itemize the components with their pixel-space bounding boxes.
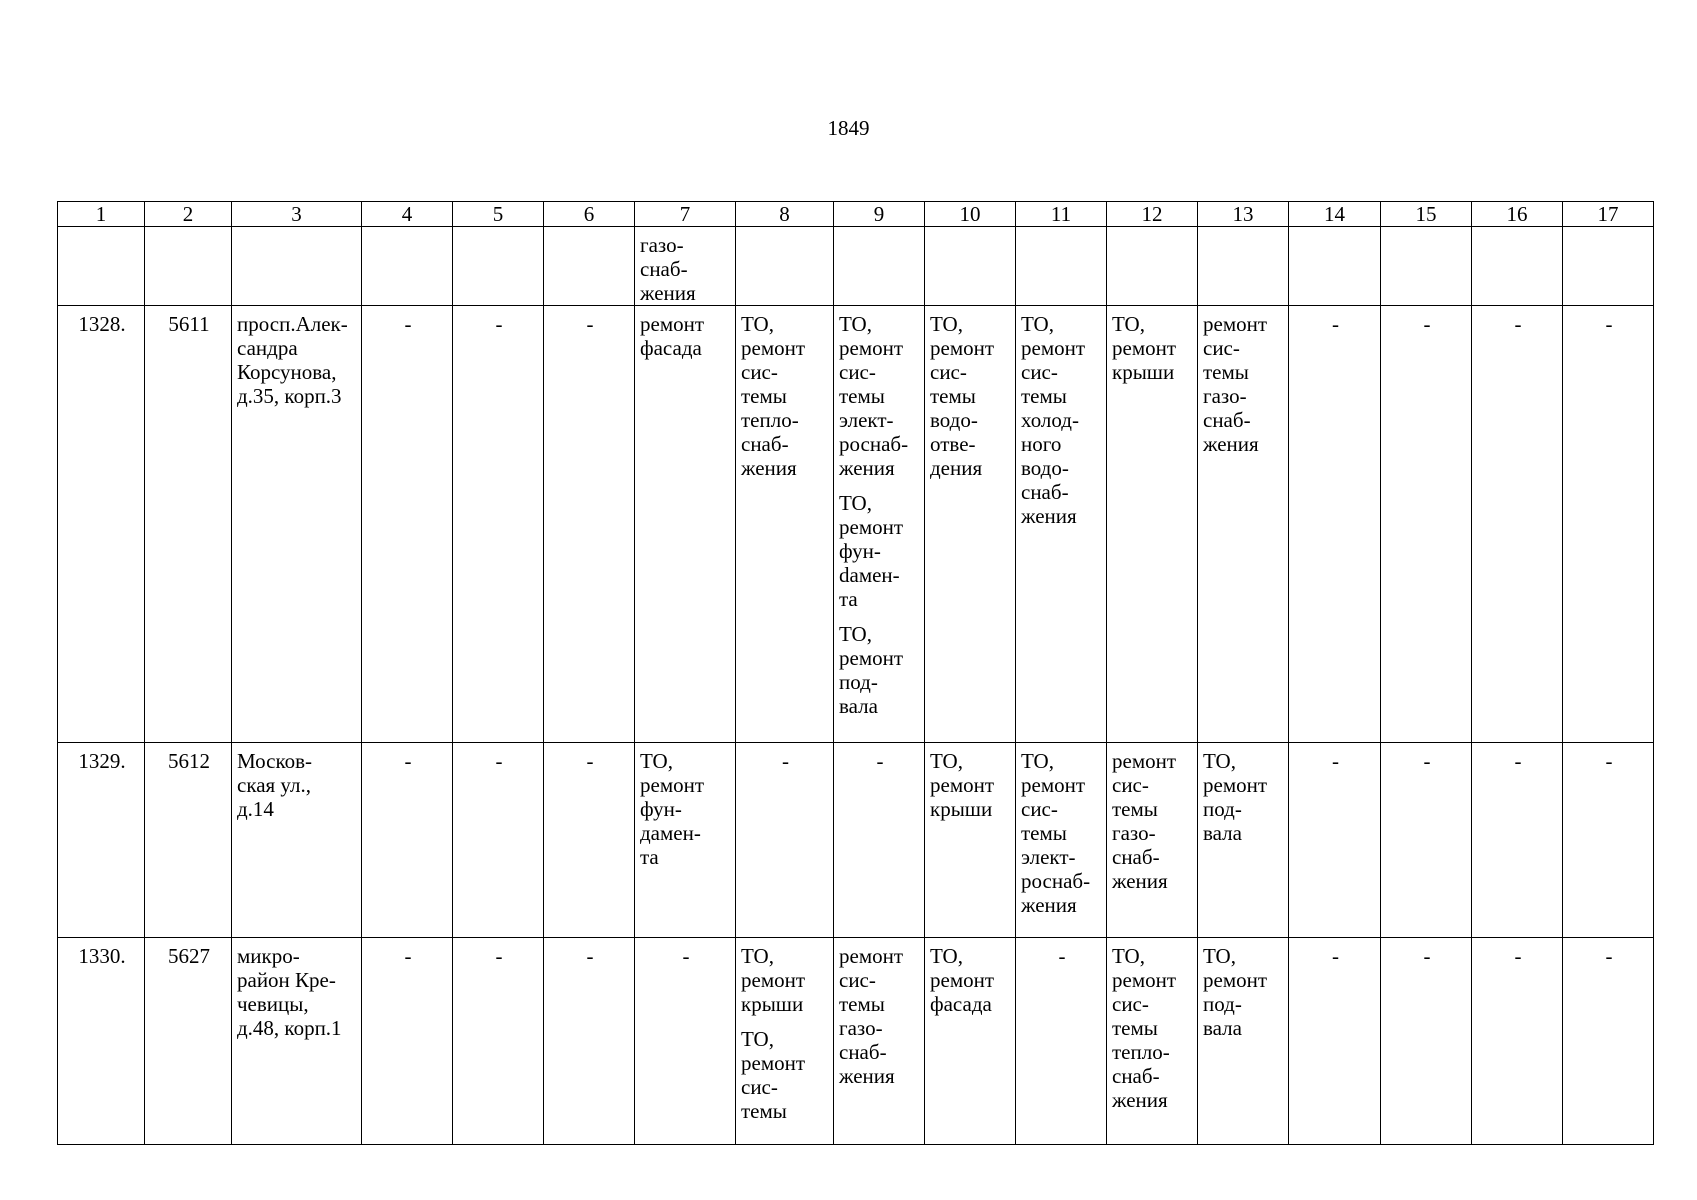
- work-type-cell: [635, 743, 736, 938]
- table-cell: [362, 743, 453, 938]
- table-cell: [1472, 306, 1563, 743]
- table-cell: [1016, 227, 1107, 306]
- table-cell: [1381, 227, 1472, 306]
- cell-text: -: [1605, 749, 1613, 773]
- table-cell: [635, 938, 736, 1145]
- work-type-cell: [1107, 306, 1198, 743]
- table-cell: [1563, 743, 1654, 938]
- cell-text: -: [1514, 312, 1522, 336]
- column-header: 11: [1016, 202, 1107, 227]
- work-type-cell: [925, 306, 1016, 743]
- cell-text: -: [1514, 749, 1522, 773]
- work-type-cell: [1016, 743, 1107, 938]
- work-type-cell: [925, 938, 1016, 1145]
- work-entry: ТО, ремонт фун- дамен- та: [640, 749, 705, 869]
- work-entry: ТО, ремонт крыши: [930, 749, 995, 821]
- work-type-cell: [1107, 938, 1198, 1145]
- table-cell: [1107, 227, 1198, 306]
- table-cell: [736, 743, 834, 938]
- work-type-cell: [736, 938, 834, 1145]
- table-cell: [834, 227, 925, 306]
- table-cell: [1563, 938, 1654, 1145]
- cell-text: -: [586, 312, 594, 336]
- work-entry: ремонт сис- темы газо- снаб- жения: [1203, 312, 1268, 456]
- row-number-cell: [58, 227, 145, 306]
- work-entry: ТО, ремонт под- вала: [1203, 749, 1268, 845]
- cell-text: -: [404, 944, 412, 968]
- cell-text: 1330.: [78, 944, 126, 968]
- cell-text: -: [1423, 312, 1431, 336]
- work-type-cell: [834, 306, 925, 743]
- table-cell: [544, 938, 635, 1145]
- table-cell: [1198, 227, 1289, 306]
- cell-text: -: [1332, 312, 1339, 336]
- row-number-cell: [58, 743, 145, 938]
- table-cell: [834, 743, 925, 938]
- cell-text: -: [1058, 944, 1066, 968]
- cell-text: -: [1423, 944, 1431, 968]
- table-cell: [1289, 938, 1381, 1145]
- table-cell: [1381, 743, 1472, 938]
- table-cell: [1563, 227, 1654, 306]
- row-number-cell: [58, 938, 145, 1145]
- cell-text: 5611: [168, 312, 210, 336]
- cell-text: Москов- ская ул., д.14: [237, 749, 313, 821]
- cell-text: -: [586, 944, 594, 968]
- cell-text: 5612: [168, 749, 210, 773]
- cell-text: микро- район Кре- чевицы, д.48, корп.1: [237, 944, 342, 1040]
- address-cell: [232, 227, 362, 306]
- work-type-cell: [1198, 743, 1289, 938]
- address-cell: [232, 938, 362, 1145]
- cell-text: -: [1605, 944, 1613, 968]
- column-header: 13: [1198, 202, 1289, 227]
- work-type-cell: [1198, 938, 1289, 1145]
- table-cell: [544, 743, 635, 938]
- work-entry: газо- снаб- жения: [640, 233, 696, 305]
- table-cell: [1472, 227, 1563, 306]
- house-id-cell: [145, 743, 232, 938]
- column-header: 6: [544, 202, 635, 227]
- work-entry: ТО, ремонт сис- темы холод- ного водо- снаб- жения: [1021, 312, 1086, 528]
- table-cell: [736, 227, 834, 306]
- table-cell: [453, 938, 544, 1145]
- work-entry: ТО, ремонт под- вала: [839, 622, 904, 718]
- cell-text: просп.Алек- сандра Корсунова, д.35, корп.3: [237, 312, 348, 408]
- table-cell: [925, 227, 1016, 306]
- work-type-cell: [1198, 306, 1289, 743]
- work-entry: ТО, ремонт сис- темы элект- роснаб- жения: [839, 312, 909, 480]
- page-number: 1849: [827, 116, 870, 140]
- column-header: 14: [1289, 202, 1381, 227]
- work-entry: ремонт сис- темы газо- снаб- жения: [1112, 749, 1177, 893]
- cell-text: -: [586, 749, 594, 773]
- row-number-cell: [58, 306, 145, 743]
- table-cell: [453, 306, 544, 743]
- column-header: 8: [736, 202, 834, 227]
- house-id-cell: [145, 227, 232, 306]
- column-header: 12: [1107, 202, 1198, 227]
- cell-text: -: [1332, 749, 1339, 773]
- column-header: 16: [1472, 202, 1563, 227]
- work-entry: ТО, ремонт под- вала: [1203, 944, 1268, 1040]
- work-type-cell: [635, 227, 736, 306]
- table-cell: [362, 938, 453, 1145]
- work-entry: ремонт фасада: [640, 312, 705, 360]
- table-cell: [1472, 743, 1563, 938]
- work-entry: ТО, ремонт сис- темы водо- отве- дения: [930, 312, 995, 480]
- table-cell: [453, 227, 544, 306]
- cell-text: -: [1605, 312, 1613, 336]
- cell-text: -: [876, 749, 884, 773]
- work-type-cell: [635, 306, 736, 743]
- repair-schedule-table: [57, 201, 1654, 1145]
- table-cell: [1381, 938, 1472, 1145]
- work-type-cell: [1016, 306, 1107, 743]
- column-header: 5: [453, 202, 544, 227]
- work-entry: ТО, ремонт крыши: [741, 944, 806, 1016]
- table-row: [58, 938, 1654, 1145]
- table-cell: [1289, 743, 1381, 938]
- work-entry: ТО, ремонт сис- темы: [741, 1027, 806, 1123]
- cell-text: -: [404, 312, 412, 336]
- cell-text: -: [782, 749, 789, 773]
- cell-text: -: [404, 749, 412, 773]
- table-cell: [1016, 938, 1107, 1145]
- table-cell: [1289, 306, 1381, 743]
- house-id-cell: [145, 306, 232, 743]
- work-entry: ТО, ремонт фасада: [930, 944, 995, 1016]
- table-cell: [544, 227, 635, 306]
- column-header: 4: [362, 202, 453, 227]
- work-entry: ремонт сис- темы газо- снаб- жения: [839, 944, 904, 1088]
- work-type-cell: [736, 306, 834, 743]
- column-header: 9: [834, 202, 925, 227]
- work-type-cell: [1107, 743, 1198, 938]
- cell-text: -: [1423, 749, 1431, 773]
- column-header: 17: [1563, 202, 1654, 227]
- cell-text: -: [495, 749, 503, 773]
- cell-text: 5627: [168, 944, 210, 968]
- work-entry: ТО, ремонт фун- dамен- та: [839, 491, 904, 611]
- work-type-cell: [834, 938, 925, 1145]
- cell-text: -: [1514, 944, 1522, 968]
- cell-text: -: [495, 944, 503, 968]
- table-cell: [1563, 306, 1654, 743]
- table-cell: [1289, 227, 1381, 306]
- cell-text: 1329.: [78, 749, 126, 773]
- column-number-row: [58, 202, 1654, 227]
- work-entry: ТО, ремонт сис- темы элект- роснаб- жения: [1021, 749, 1091, 917]
- table-cell: [544, 306, 635, 743]
- table-cell: [453, 743, 544, 938]
- work-entry: ТО, ремонт сис- темы тепло- снаб- жения: [1112, 944, 1177, 1112]
- column-header: 2: [145, 202, 232, 227]
- table-row: [58, 306, 1654, 743]
- column-header: 1: [58, 202, 145, 227]
- work-type-cell: [925, 743, 1016, 938]
- continuation-row: [58, 227, 1654, 306]
- table-cell: [362, 227, 453, 306]
- cell-text: 1328.: [78, 312, 126, 336]
- column-header: 7: [635, 202, 736, 227]
- work-entry: ТО, ремонт сис- темы тепло- снаб- жения: [741, 312, 806, 480]
- table-cell: [362, 306, 453, 743]
- table-cell: [1472, 938, 1563, 1145]
- cell-text: -: [1332, 944, 1339, 968]
- table-row: [58, 743, 1654, 938]
- column-header: 15: [1381, 202, 1472, 227]
- column-header: 10: [925, 202, 1016, 227]
- table-cell: [1381, 306, 1472, 743]
- work-entry: ТО, ремонт крыши: [1112, 312, 1177, 384]
- cell-text: -: [495, 312, 503, 336]
- address-cell: [232, 743, 362, 938]
- column-header: 3: [232, 202, 362, 227]
- house-id-cell: [145, 938, 232, 1145]
- address-cell: [232, 306, 362, 743]
- cell-text: -: [682, 944, 690, 968]
